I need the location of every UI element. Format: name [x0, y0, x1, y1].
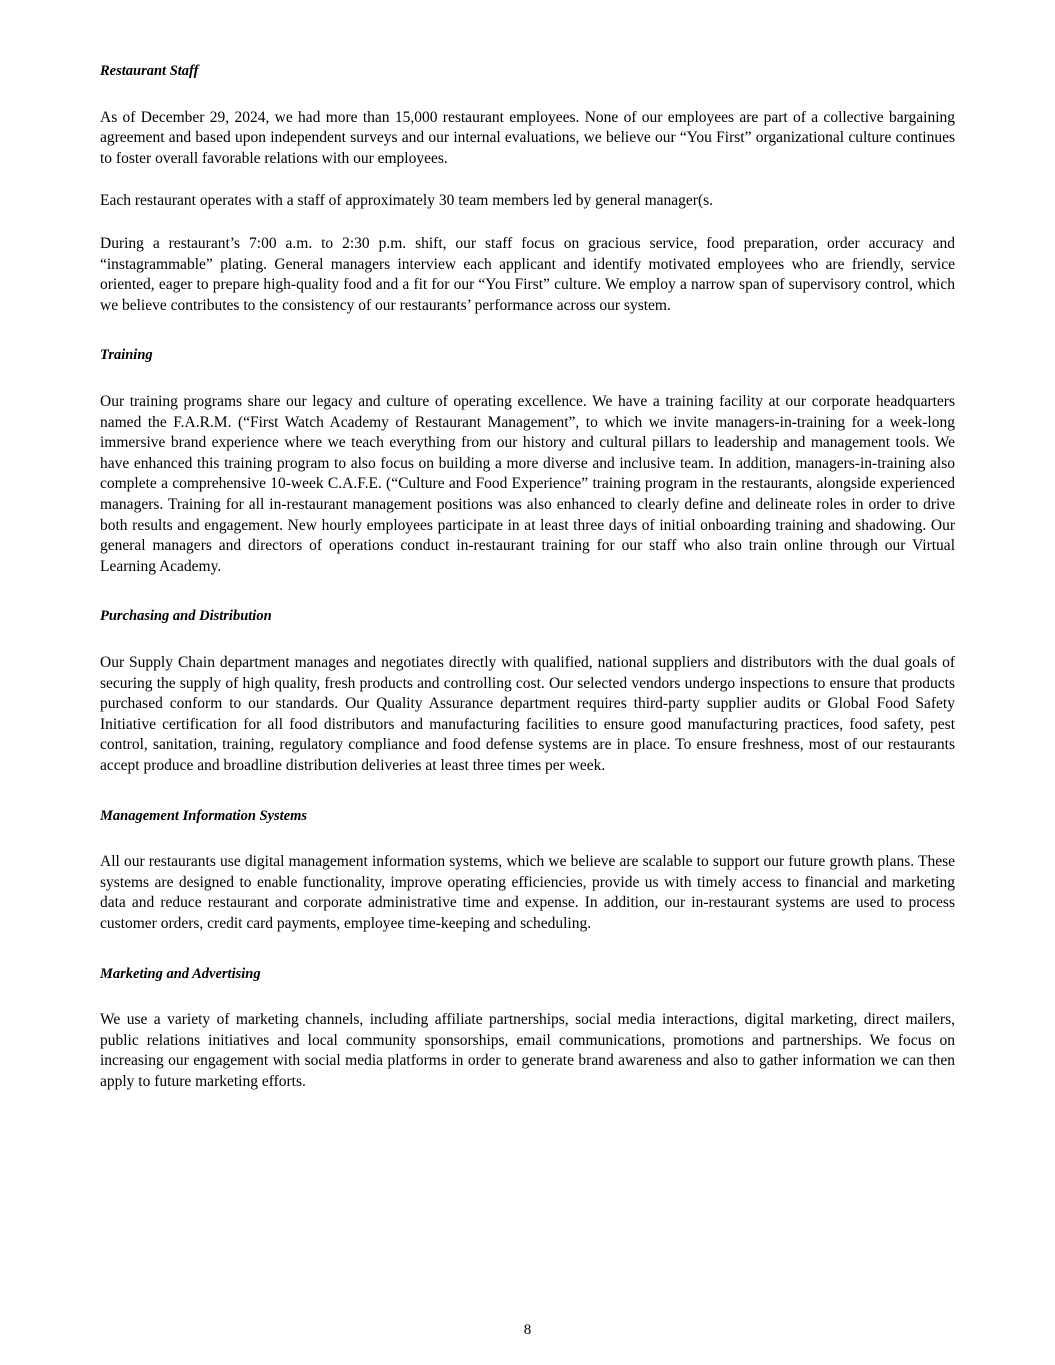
spacer	[100, 212, 955, 234]
spacer	[100, 316, 955, 346]
spacer	[100, 169, 955, 191]
paragraph-restaurant-staff-1: As of December 29, 2024, we had more than 15,000 restaurant employees. None of our employees are part of a collective bargaining agreement and based upon independent surveys and our internal evaluations, we believe our “You First” organizational culture continues to foster overall favorable relations with our employees.	[100, 108, 955, 167]
section-heading-training: Training	[100, 347, 153, 364]
spacer	[100, 777, 955, 807]
paragraph-training-1: Our training programs share our legacy and culture of operating excellence. We have a training facility at our corporate headquarters named the F.A.R.M. (“First Watch Academy of Restaurant Management”, to which we invite managers-in-training for a week-long immersive brand experience where we teach everything from our history and cultural pillars to leadership and management tools. We have enhanced this training program to also focus on building a more diverse and inclusive team. In addition, managers-in-training also complete a comprehensive 10-week C.A.F.E. (“Culture and Food Experience” training program in the restaurants, alongside experienced managers. Training for all in-restaurant management positions was also enhanced to clearly define and delineate roles in order to drive both results and engagement. New hourly employees participate in at least three days of initial onboarding training and shadowing. Our general managers and directors of operations conduct in-restaurant training for our staff who also train online through our Virtual Learning Academy.	[100, 393, 955, 575]
section-heading-management-information-systems: Management Information Systems	[100, 807, 308, 824]
paragraph-marketing-and-advertising-1: We use a variety of marketing channels, including affiliate partnerships, social media interactions, digital marketing, direct mailers, public relations initiatives and local community sponsorships, email communications, promotions and partnerships. We focus on increasing our engagement with social media platforms in order to generate brand awareness and also to gather information we can then apply to future marketing efforts.	[100, 1011, 955, 1091]
spacer	[100, 627, 955, 653]
section-heading-purchasing-and-distribution: Purchasing and Distribution	[100, 608, 272, 625]
spacer	[100, 366, 955, 392]
paragraph-restaurant-staff-3: During a restaurant’s 7:00 a.m. to 2:30 p.m. shift, our staff focus on gracious service, food preparation, order accuracy and “instagrammable” plating. General managers interview each applicant and identify motivated employees who are friendly, service oriented, eager to prepare high-quality food and a fit for our “You First” culture. We employ a narrow span of supervisory control, which we believe contributes to the consistency of our restaurants’ performance across our system.	[100, 235, 955, 314]
spacer	[100, 826, 955, 852]
spacer	[100, 984, 955, 1010]
spacer	[100, 935, 955, 965]
paragraph-restaurant-staff-2: Each restaurant operates with a staff of approximately 30 team members led by general manager(s.	[100, 192, 714, 210]
spacer	[100, 577, 955, 607]
section-heading-restaurant-staff: Restaurant Staff	[100, 63, 199, 79]
section-heading-marketing-and-advertising: Marketing and Advertising	[100, 965, 261, 982]
paragraph-management-information-systems-1: All our restaurants use digital management information systems, which we believe are scalable to support our future growth plans. These systems are designed to enable functionality, improve operating efficiencies, provide us with timely access to financial and marketing data and reduce restaurant and corporate administrative time and expense. In addition, our in-restaurant systems are used to process customer orders, credit card payments, employee time-keeping and scheduling.	[100, 853, 955, 933]
page-number: 8	[523, 1322, 532, 1338]
paragraph-purchasing-and-distribution-1: Our Supply Chain department manages and negotiates directly with qualified, national suppliers and distributors with the dual goals of securing the supply of high quality, fresh products and controlling cost. Our selected vendors undergo inspections to ensure that products purchased conform to our standards. Our Quality Assurance department requires third-party supplier audits or Global Food Safety Initiative certification for all food distributors and manufacturing facilities to ensure good manufacturing practices, food safety, pest control, sanitation, training, regulatory compliance and food defense systems are in place. To ensure freshness, most of our restaurants accept produce and broadline distribution deliveries at least three times per week.	[100, 654, 955, 775]
spacer	[100, 82, 955, 108]
